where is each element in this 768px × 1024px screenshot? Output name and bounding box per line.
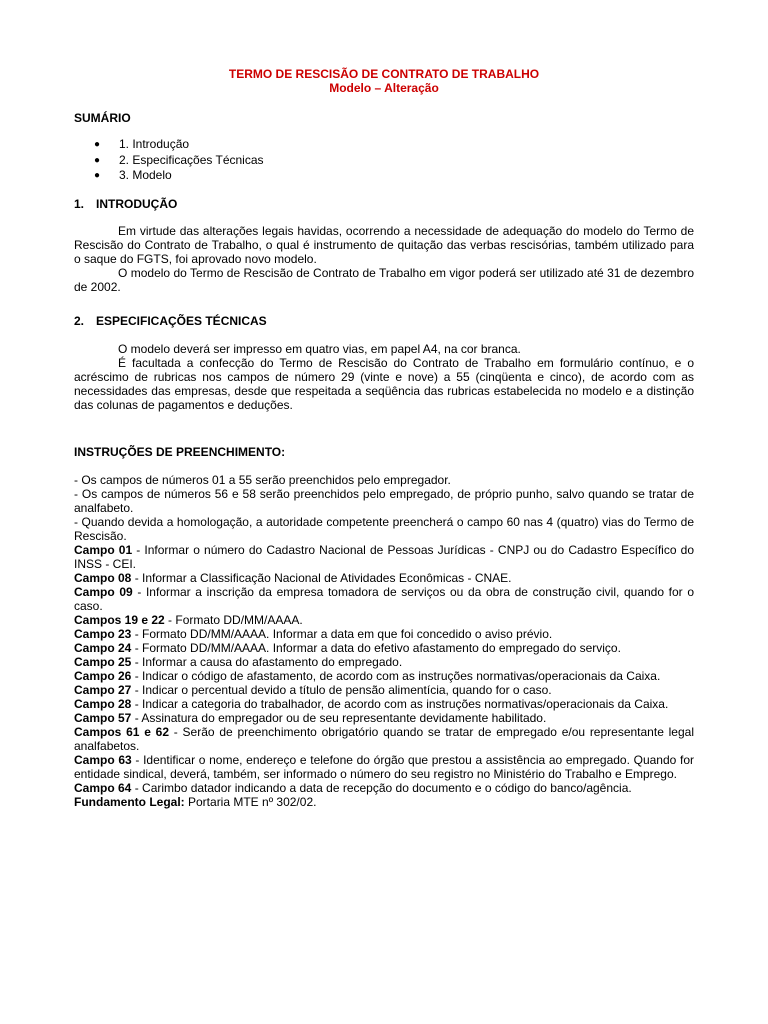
instructions-list <box>74 473 694 809</box>
section-title: INTRODUÇÃO <box>96 196 178 211</box>
instruction-item: Campo 25 - Informar a causa do afastamento do empregado. <box>74 654 403 669</box>
instruction-item: Campo 63 - Identificar o nome, endereço e telefone do órgão que prestou a assistência ao empregado. Quando for entidade sindical, deverá, também, ser informado o número do seu registro no Ministério do Trabalho e Emprego. <box>74 752 694 781</box>
section-number: 1. <box>74 196 85 211</box>
instruction-item: Campo 57 - Assinatura do empregador ou de seu representante devidamente habilitado. <box>74 710 547 725</box>
paragraph: O modelo deverá ser impresso em quatro vias, em papel A4, na cor branca. <box>118 341 521 356</box>
document-page <box>74 67 694 809</box>
document-subtitle: Modelo – Alteração <box>329 81 439 95</box>
instruction-item: Campo 08 - Informar a Classificação Nacional de Atividades Econômicas - CNAE. <box>74 570 512 585</box>
section-title: ESPECIFICAÇÕES TÉCNICAS <box>96 313 267 328</box>
section-1-heading <box>74 197 694 211</box>
section-2-body <box>74 342 694 412</box>
instruction-item: Campos 61 e 62 - Serão de preenchimento obrigatório quando se tratar de empregado e/ou representante legal analfabetos. <box>74 724 694 753</box>
instruction-item: Campo 27 - Indicar o percentual devido a título de pensão alimentícia, quando for o caso. <box>74 682 552 697</box>
paragraph: Em virtude das alterações legais havidas, ocorrendo a necessidade de adequação do modelo do Termo de Rescisão do Contrato de Trabalho, o qual é instrumento de quitação das verbas rescisórias, também utilizado para o saque do FGTS, foi aprovado novo modelo. <box>74 223 694 266</box>
instruction-item: Campo 23 - Formato DD/MM/AAAA. Informar a data em que foi concedido o aviso prévio. <box>74 626 553 641</box>
paragraph: É facultada a confecção do Termo de Rescisão do Contrato de Trabalho em formulário contínuo, e o acréscimo de rubricas nos campos de número 29 (vinte e nove) a 55 (cinqüenta e cinco), de acordo com as necessidades das empresas, desde que respeitada a seqüência das rubricas estabelecida no modelo e a distinção das colunas de pagamentos e deduções. <box>74 355 694 412</box>
bullet-icon: ● <box>94 170 101 181</box>
instruction-item: - Quando devida a homologação, a autoridade competente preencherá o campo 60 nas 4 (quatro) vias do Termo de Rescisão. <box>74 514 694 543</box>
instruction-item: Campo 64 - Carimbo datador indicando a data de recepção do documento e o código do banco/agência. <box>74 780 632 795</box>
section-2-heading <box>74 314 694 328</box>
list-item <box>94 153 694 169</box>
instruction-item: Campos 19 e 22 - Formato DD/MM/AAAA. <box>74 612 303 627</box>
list-item <box>94 168 694 184</box>
toc-item-label: 1. Introdução <box>119 137 190 151</box>
bullet-icon: ● <box>94 154 101 166</box>
toc-item-label: 2. Especificações Técnicas <box>119 152 264 167</box>
list-item <box>94 137 694 153</box>
paragraph: O modelo do Termo de Rescisão de Contrato de Trabalho em vigor poderá ser utilizado até 31 de dezembro de 2002. <box>74 265 694 294</box>
instruction-item: Campo 26 - Indicar o código de afastamento, de acordo com as instruções normativas/operacionais da Caixa. <box>74 668 661 683</box>
document-title: TERMO DE RESCISÃO DE CONTRATO DE TRABALHO <box>228 67 540 81</box>
instruction-item: Campo 28 - Indicar a categoria do trabalhador, de acordo com as instruções normativas/operacionais da Caixa. <box>74 696 669 711</box>
summary-list <box>74 137 694 184</box>
instruction-item: Campo 09 - Informar a inscrição da empresa tomadora de serviços ou da obra de construção civil, quando for o caso. <box>74 584 694 613</box>
toc-item-label: 3. Modelo <box>119 168 172 182</box>
instruction-item: - Os campos de números 56 e 58 serão preenchidos pelo empregado, de próprio punho, salvo quando se tratar de analfabeto. <box>74 486 694 515</box>
instruction-item: - Os campos de números 01 a 55 serão preenchidos pelo empregador. <box>74 472 451 487</box>
summary-heading: SUMÁRIO <box>74 111 131 125</box>
bullet-icon: ● <box>94 139 101 150</box>
instruction-item: Campo 24 - Formato DD/MM/AAAA. Informar a data do efetivo afastamento do empregado do serviço. <box>74 640 621 655</box>
instruction-item: Fundamento Legal: Portaria MTE nº 302/02. <box>74 794 317 809</box>
instructions-heading: INSTRUÇÕES DE PREENCHIMENTO: <box>74 444 286 459</box>
section-1-body <box>74 224 694 294</box>
instruction-item: Campo 01 - Informar o número do Cadastro Nacional de Pessoas Jurídicas - CNPJ ou do Cadastro Específico do INSS - CEI. <box>74 542 694 571</box>
section-number: 2. <box>74 313 85 328</box>
